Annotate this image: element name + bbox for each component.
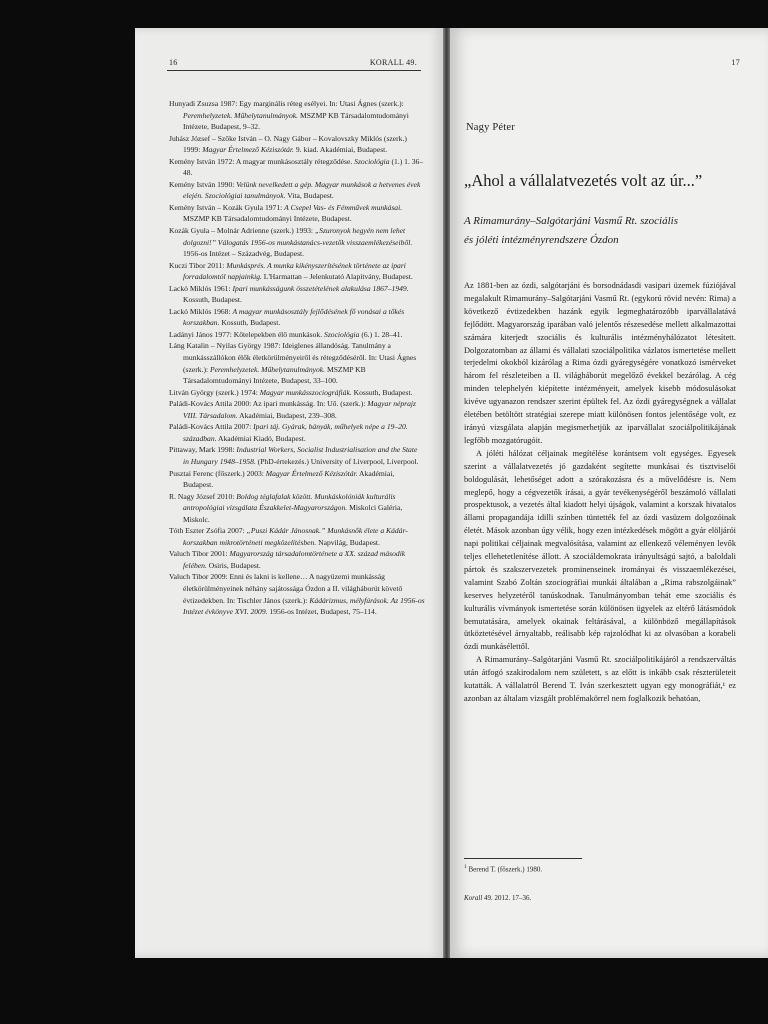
reference-lead: Kuczi Tibor 2011:: [169, 260, 227, 270]
reference-title: A Csepel Vas- és Fémművek munkásai.: [284, 202, 403, 212]
reference-entry: [169, 398, 425, 421]
right-page-number: 17: [731, 58, 740, 67]
reference-entry: [169, 421, 425, 444]
reference-tail: L'Harmattan – Jelenkutató Alapítvány, Budapest.: [261, 272, 413, 282]
running-head-journal: KORALL 49.: [369, 58, 417, 67]
reference-tail: Akadémiai Kiadó, Budapest.: [216, 433, 306, 443]
reference-lead: Kozák Gyula – Molnár Adrienne (szerk.) 1993:: [169, 226, 315, 236]
reference-tail: Miskolci Galéria, Miskolc.: [183, 503, 403, 524]
reference-lead: Lackó Miklós 1961:: [169, 283, 233, 293]
reference-tail: 1956-os Intézet – Századvég, Budapest.: [183, 249, 305, 259]
reference-entry: [169, 548, 425, 571]
footnote-rule: [464, 858, 582, 859]
reference-tail: Osiris, Budapest.: [206, 560, 261, 570]
reference-entry: [169, 283, 425, 306]
body-paragraph: A Rimamurány–Salgótarjáni Vasmű Rt. szociálpolitikájáról a rendszerváltás után átfogó szakirodalom nem született, s az előtt is inkább csak részterületeit kutatták. A vállalatról Berend T. Iván szerkesztett ugyan egy monográfiát,¹ ez azonban az általam vizsgált problémakörrel nem foglalkozik behatóan,: [464, 655, 736, 703]
reference-tail: Vita, Budapest.: [285, 191, 334, 201]
reference-entry: [169, 202, 425, 225]
reference-lead: Valuch Tibor 2001:: [169, 549, 230, 559]
reference-lead: Paládi-Kovács Attila 2007:: [169, 422, 254, 432]
reference-title: A magyar munkásosztály fejlődésének fő vonásai a tőkés korszakban.: [183, 306, 405, 328]
reference-tail: 1956-os Intézet, Budapest, 75–114.: [267, 607, 377, 617]
reference-tail: MSZMP KB Társadalomtudományi Intézete, Budapest.: [183, 214, 352, 224]
footnote: [464, 864, 542, 873]
reference-lead: Kemény István 1972: A magyar munkásosztály rétegződése.: [169, 156, 355, 166]
reference-title: Szociológia: [324, 329, 360, 339]
reference-entry: [169, 468, 425, 491]
reference-lead: Pittaway, Mark 1998:: [169, 445, 237, 455]
subtitle-line: és jóléti intézményrendszere Ózdon: [464, 234, 619, 246]
reference-tail: MSZMP KB Társadalomtudományi Intézete, Budapest, 9–32.: [183, 110, 409, 132]
reference-entry: [169, 133, 425, 156]
reference-tail: Akadémiai, Budapest.: [183, 468, 395, 490]
reference-lead: Litván György (szerk.) 1974:: [169, 387, 260, 397]
reference-title: Ipari munkásságunk összetételének alakulása 1867–1949.: [232, 283, 409, 293]
reference-title: Peremhelyzetek. Műhelytanulmányok.: [210, 364, 326, 374]
imprint-details: 49. 2012. 17–36.: [482, 894, 532, 902]
reference-entry: [169, 306, 425, 329]
reference-tail: 9. kiad. Akadémiai, Budapest.: [293, 145, 388, 155]
body-paragraph: A jóléti hálózat céljainak megítélése korántsem volt egységes. Egyesek szerint a vállalatvezetés jó gazdaként segítette munkásai és tisztviselői boldogulását, lehetőséget adott a szórakozásra és a művelődésre is. Nem meglepő, hogy a cégvezetők írásai, a gyár tevékenységéről beszámoló vállalati prospektusok, a vezetés által kiadott helyi újságok, valamint a korszak hivatalos állami propagandája idilli színben tüntették fel az ózdi vasüzem dolgozóinak életét. Mások azonban úgy vélik, hogy ezen intézkedések mögött a gyár elöljárói napi politikai céljainak megvalósítása, valamint az ellenkező véleményen levők teljes ellehetetlenítése állott. A szociáldemokrata irányultságú sajtó, a baloldali pártok és szakszervezetek prominenseinek irományai és visszaemlékezései, valamint Szabó Zoltán szociográfiai munkái általában a „Rima rabszolgáinak” keserves helyzetéről tanúskodnak. Tanulmányomban tehát eme szociális és kulturális vívmányok ismertetése során különösen ügyelek az eltérő látásmódok bemutatására, amelyek okainak feltárásával, a különböző megállapítások ütköztetésével árnyaltabb, reálisabb kép rajzolódhat ki az olvasóban a korabeli ózdi munkásélettől.: [464, 448, 736, 652]
reference-entry: [169, 340, 425, 386]
reference-title: Velünk nevelkedett a gép. Magyar munkások a hetvenes évek elején. Szociológiai tanulmányok.: [183, 179, 421, 201]
reference-entry: [169, 444, 425, 467]
reference-lead: Hunyadi Zsuzsa 1987: Egy marginális réteg esélyei. In: Utasi Ágnes (szerk.):: [169, 99, 404, 108]
reference-tail: Napvilág, Budapest.: [316, 537, 380, 547]
footnote-mark: 1: [464, 864, 467, 870]
reference-lead: Ladányi János 1977: Kőtelepekben élő munkások.: [169, 329, 325, 339]
article-subtitle: [464, 212, 754, 250]
article-body: [464, 280, 736, 706]
body-paragraph: Az 1881-ben az ózdi, salgótarjáni és borsodnádasdi vasipari üzemek fúziójával megalakult Rimamurány–Salgótarjáni Vasmű Rt. (egykorú rövid nevén: Rima) a következő évtizedekben hazánk egyik legmeghatározóbb iparvállalatává fejlődött. Magyarország iparában való jelentős részesedése mellett alkalmazottai számára kiterjedt szociális és kulturális intézményhálózatot létesített. Dolgozatomban az állami és vállalati szociálpolitika vázlatos ismertetése mellett terjedelmi okokból kizárólag a Rima ózdi gyáregységére vonatkozó ismérveket három fel részleteiben a II. világháborút megelőző évekkel bezárólag. A cég minden telephelyén kiépítette intézményeit, amelyek kisebb módosulásokat kivéve ugyanazon rendszer szerint épültek fel. Az ózdi gyáregységnek a vállalat életében betöltött stratégiai szerepe miatt különösen fontos jelentősége volt, ez irányú vizsgálata alapján megismerhetjük az iparvállalat szociálpolitikájának legfőbb mozgatórugóit.: [464, 281, 736, 445]
reference-title: Magyarország társadalomtörténete a XX. század második felében.: [183, 549, 406, 570]
left-page: [135, 28, 443, 958]
reference-entry: [169, 329, 425, 341]
article-author: Nagy Péter: [466, 122, 515, 133]
left-page-number: 16: [169, 58, 178, 67]
right-page: [450, 28, 768, 958]
reference-entry: [169, 387, 425, 399]
reference-entry: [169, 525, 425, 548]
reference-entry: [169, 98, 425, 133]
book-gutter: [443, 28, 450, 958]
reference-entry: [169, 179, 425, 202]
reference-title: Magyar Értelmező Kéziszótár.: [202, 145, 294, 155]
reference-title: Magyar Értelmező Kéziszótár.: [265, 468, 358, 478]
reference-title: Industrial Workers, Socialist Industrialisation and the State in Hungary 1948–1958.: [183, 445, 418, 466]
reference-title: „Puszi Kádár Jánosnak.” Munkásnők élete a Kádár-korszakban mikrotörténeti megközelítésben.: [183, 526, 408, 547]
reference-lead: Kemény István – Kozák Gyula 1971:: [169, 202, 285, 212]
reference-lead: Paládi-Kovács Attila 2000: Az ipari munkásság. In: Uő. (szerk.):: [169, 399, 368, 409]
reference-lead: Lackó Miklós 1968:: [169, 306, 233, 316]
reference-lead: Tóth Eszter Zsófia 2007:: [169, 526, 247, 536]
reference-tail: Kossuth, Budapest.: [351, 387, 413, 397]
footnote-text: Berend T. (főszerk.) 1980.: [468, 865, 543, 874]
reference-lead: Kemény István 1990:: [169, 179, 237, 189]
reference-tail: (1.) 1. 36–48.: [183, 156, 424, 178]
reference-entry: [169, 260, 425, 283]
reference-lead: Juhász József – Szőke István – O. Nagy Gábor – Kovalovszky Miklós (szerk.) 1999:: [169, 133, 407, 155]
imprint: [464, 894, 531, 902]
reference-entry: [169, 156, 425, 179]
reference-lead: R. Nagy József 2010:: [169, 491, 237, 501]
header-rule: [167, 70, 421, 71]
reference-title: Peremhelyzetek. Műhelytanulmányok.: [183, 110, 299, 120]
reference-tail: Kossuth, Budapest.: [219, 318, 281, 328]
reference-entry: [169, 225, 425, 260]
subtitle-line: A Rimamurány–Salgótarjáni Vasmű Rt. szociális: [464, 215, 678, 227]
reference-entry: [169, 571, 425, 617]
reference-lead: Pusztai Ferenc (főszerk.) 2003:: [169, 468, 266, 478]
reference-entry: [169, 491, 425, 526]
reference-lead: Valuch Tibor 2009: Enni és lakni is kellene… A nagyüzemi munkásság életkörülményeinek néhány sajátossága Ózdon a II. világháborút követő évtizedekben. In: Tischler János (szerk.):: [169, 572, 403, 605]
reference-title: Magyar néprajz VIII. Társadalom.: [183, 399, 416, 420]
imprint-journal: Korall: [464, 894, 483, 902]
reference-title: Kádárizmus, mélyfúrások. Az 1956-os Intézet évkönyve XVI. 2009.: [183, 595, 425, 617]
reference-title: Boldog téglafalak között. Munkáskolóniák kulturális antropológiai vizsgálata Északkelet-Magyarországon.: [183, 491, 396, 513]
reference-tail: (6.) 1. 28–41.: [359, 329, 403, 339]
reference-title: „Szuronyok hegyén nem lehet dolgozni!” Válogatás 1956-os munkástanács-vezetők visszaemlékezéseiből.: [183, 226, 413, 247]
reference-tail: Akadémiai, Budapest, 239–308.: [237, 410, 337, 420]
reference-tail: (PhD-értekezés.) University of Liverpool, Liverpool.: [255, 456, 419, 466]
reference-title: Magyar munkásszociográfiák.: [259, 387, 352, 397]
reference-title: Munkásprés. A munka kikényszerítésének története az ipari forradalomtól napjainkig.: [183, 260, 406, 282]
reference-lead: Láng Katalin – Nyilas György 1987: Ideiglenes állandóság. Tanulmány a munkásszállókon élők életkörülményeiről és rétegződéséről. In: Utasi Ágnes (szerk.):: [169, 341, 417, 374]
reference-tail: Kossuth, Budapest.: [183, 295, 242, 305]
reference-title: Szociológia: [354, 156, 390, 166]
reference-list: [169, 98, 425, 618]
reference-tail: MSZMP KB Társadalomtudományi Intézete, Budapest, 33–100.: [183, 364, 366, 386]
reference-title: Ipari táj. Gyárak, bányák, műhelyek népe a 19–20. században.: [183, 422, 408, 443]
article-title: „Ahol a vállalatvezetés volt az úr...”: [464, 171, 703, 190]
